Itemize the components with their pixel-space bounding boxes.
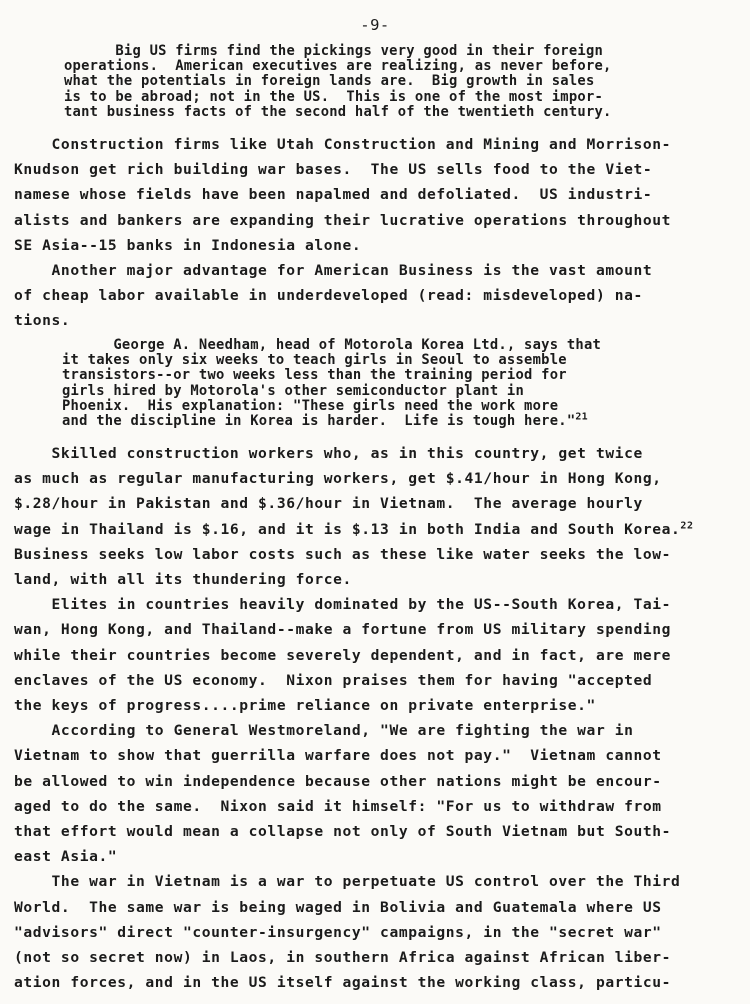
footnote-marker-21: 21 [575,411,588,423]
body-paragraphs-construction-and-labor: Construction firms like Utah Construction and Mining and Morrison- Knudson get rich building war bases. The US sells food to the Viet- namese whose fields have been napalmed and defoliated. US industri- alists and bankers are expanding their lucrative operations throughout SE Asia--15 banks in Indonesia alone. Another major advantage for American Business is the vast amount of cheap labor available in underdeveloped (read: misdeveloped) na- tions. [14,136,672,330]
page-number: -9- [360,16,390,34]
body-paragraphs-wages-and-war [14,441,694,995]
war-text: Business seeks low labor costs such as these like water seeks the low- land, with all its thundering force. Elites in countries heavily dominated by the US--South Korea, Tai- wan, Hong Kong, and Thailand--make a fortune from US military spending while their countries become severely dependent, and in fact, are mere enclaves of the US economy. Nixon praises them for having "accepted the keys of progress....prime reliance on private enterprise." According to General Westmoreland, "We are fighting the war in Vietnam to show that guerrilla warfare does not pay." Vietnam cannot be allowed to win independence because other nations might be encour- aged to do the same. Nixon said it himself: "For us to withdraw from that effort would mean a collapse not only of South Vietnam but South- east Asia." The war in Vietnam is a war to perpetuate US control over the Third World. The same war is being waged in Bolivia and Guatemala where US "advisors" direct "counter-insurgency" campaigns, in the "secret war" (not so secret now) in Laos, in southern Africa against African liber- ation forces, and in the US itself against the working class, particu- [14,545,681,992]
footnote-marker-22: 22 [680,520,694,532]
quote-motorola-text: George A. Needham, head of Motorola Korea Ltd., says that it takes only six weeks to teach girls in Seoul to assemble transistors--or two weeks less than the training period for girls hired by Motorola's other semiconductor plant in Phoenix. His explanation: "These girls need the work more and the discipline in Korea is harder. Life is tough here." [62,337,602,430]
wages-text: Skilled construction workers who, as in this country, get twice as much as regular manufacturing workers, get $.41/hour in Hong Kong, $.28/hour in Pakistan and $.36/hour in Vietnam. The average hourly wage in Thailand is $.16, and it is $.13 in both India and South Korea. [14,445,681,538]
block-quote-foreign-operations: Big US firms find the pickings very good in their foreign operations. American executives are realizing, as never before, what the potentials in foreign lands are. Big growth in sales is to be abroad; not in the US. This is one of the most impor- tant business facts of the second half of the twentieth century. [64,43,612,120]
block-quote-motorola-korea [62,338,601,429]
